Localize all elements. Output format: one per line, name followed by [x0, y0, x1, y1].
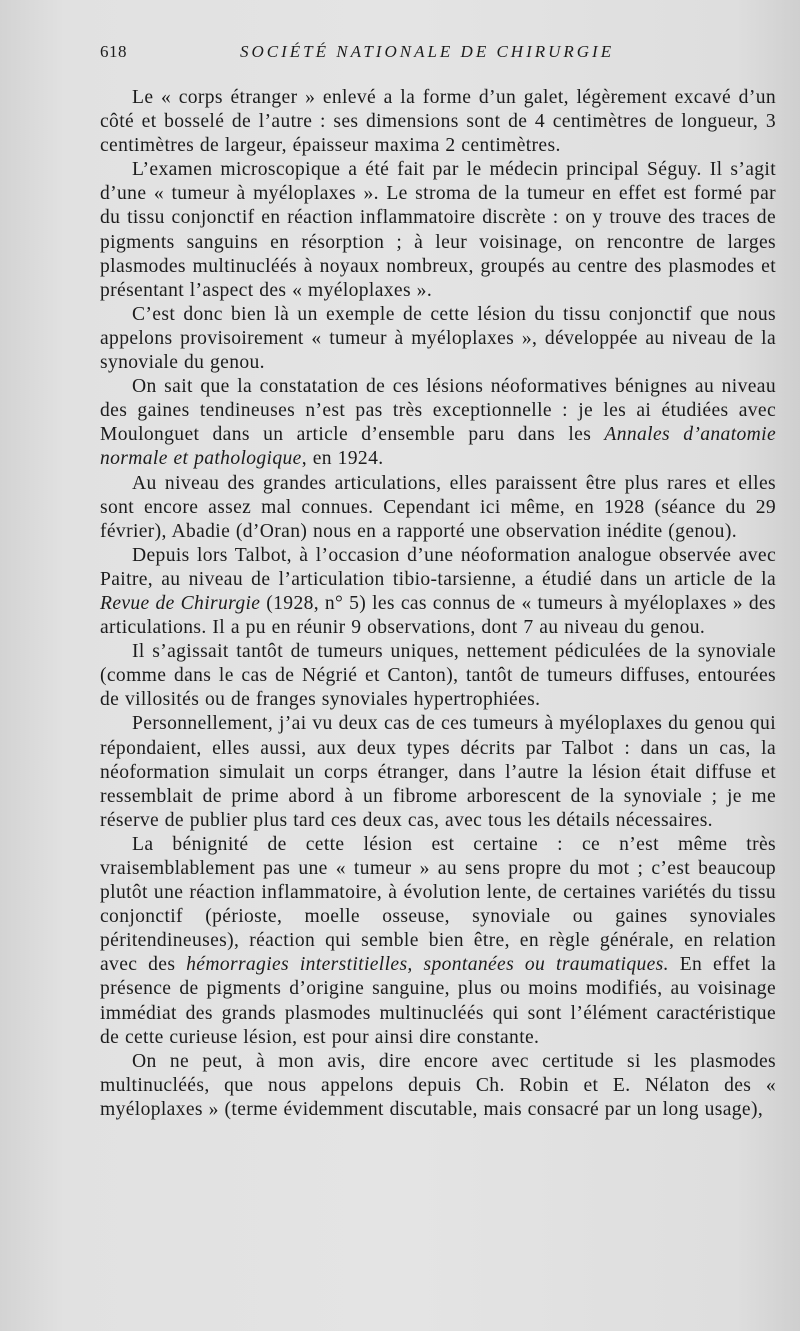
page-header [100, 42, 780, 66]
paragraph-text: La bénignité de cette lésion est certaine : ce n’est même très vraisemblablement pas une « tumeur » au sens propre du mot ; c’est beaucoup plutôt une réaction inflammatoire, à évolution lente, de certaines variétés du tissu conjonctif (périoste, moelle osseuse, synoviale ou gaines synoviales péritendineuses), réaction qui semble bien être, en règle générale, en relation avec des [100, 833, 776, 976]
journal-title: Annales d’anatomie normale et pathologique [100, 424, 776, 470]
paragraph [100, 375, 776, 471]
paragraph-text: On sait que la constatation de ces lésions néoformatives bénignes au niveau des gaines tendineuses n’est pas très exceptionnelle : je les ai étudiées avec Moulonguet dans un article d’ensemble paru dans les [100, 376, 776, 446]
body-text [100, 86, 776, 1122]
paragraph-text: En effet la présence de pigments d’origine sanguine, plus ou moins modifiés, au voisinage immédiat des grands plasmodes multinucléés qui sont l’élément caractéristique de cette curieuse lésion, est pour ainsi dire constante. [100, 954, 776, 1048]
emphasis: hémorragies interstitielles, spontanées ou traumatiques. [186, 954, 669, 976]
journal-title: Revue de Chirurgie [100, 592, 261, 614]
paragraph-text: (1928, n° 5) les cas connus de « tumeurs à myéloplaxes » des articulations. Il a pu en réunir 9 observations, dont 7 au niveau du genou. [100, 592, 776, 639]
paragraph: Au niveau des grandes articulations, elles paraissent être plus rares et elles sont encore assez mal connues. Cependant ici même, en 1928 (séance du 29 février), Abadie (d’Oran) nous en a rapporté une observation inédite (genou). [100, 472, 776, 542]
paragraph-text: Depuis lors Talbot, à l’occasion d’une néoformation analogue observée avec Paitre, au niveau de l’articulation tibio-tarsienne, a étudié dans un article de la [100, 544, 776, 590]
paragraph: Le « corps étranger » enlevé a la forme d’un galet, légèrement excavé d’un côté et bosselé de l’autre : ses dimensions sont de 4 centimètres de longueur, 3 centimètres de largeur, épaisseur maxima 2 centimètres. [100, 87, 776, 157]
paragraph: C’est donc bien là un exemple de cette lésion du tissu conjonctif que nous appelons provisoirement « tumeur à myéloplaxes », développée au niveau de la synoviale du genou. [100, 303, 776, 374]
paragraph [100, 833, 776, 1050]
paragraph: Personnellement, j’ai vu deux cas de ces tumeurs à myéloplaxes du genou qui répondaient, elles aussi, aux deux types décrits par Talbot : dans un cas, la néoformation simulait un corps étranger, dans l’autre la lésion était diffuse et ressemblait de prime abord à un fibrome arborescent de la synoviale ; je me réserve de publier plus tard ces deux cas, avec tous les détails nécessaires. [100, 713, 776, 831]
paragraph: Il s’agissait tantôt de tumeurs uniques, nettement pédiculées de la synoviale (comme dans le cas de Négrié et Canton), tantôt de tumeurs diffuses, entourées de villosités ou de franges synoviales hypertrophiées. [100, 641, 776, 711]
paragraph: On ne peut, à mon avis, dire encore avec certitude si les plasmodes multinucléés, que nous appelons depuis Ch. Robin et E. Nélaton des « myéloplaxes » (terme évidemment discutable, mais consacré par un long usage), [100, 1050, 776, 1120]
paragraph [100, 544, 776, 640]
page-number: 618 [100, 42, 127, 61]
paragraph: L’examen microscopique a été fait par le médecin principal Séguy. Il s’agit d’une « tumeur à myéloplaxes ». Le stroma de la tumeur en effet est formé par du tissu conjonctif en réaction inflammatoire discrète : on y trouve des traces de pigments sanguins en résorption ; à leur voisinage, on rencontre de larges plasmodes multinucléés à noyaux nombreux, groupés au centre des plasmodes et présentant l’aspect des « myéloplaxes ». [100, 159, 776, 301]
running-title: SOCIÉTÉ NATIONALE DE CHIRURGIE [240, 42, 615, 61]
paragraph-text: , en 1924. [301, 448, 384, 470]
